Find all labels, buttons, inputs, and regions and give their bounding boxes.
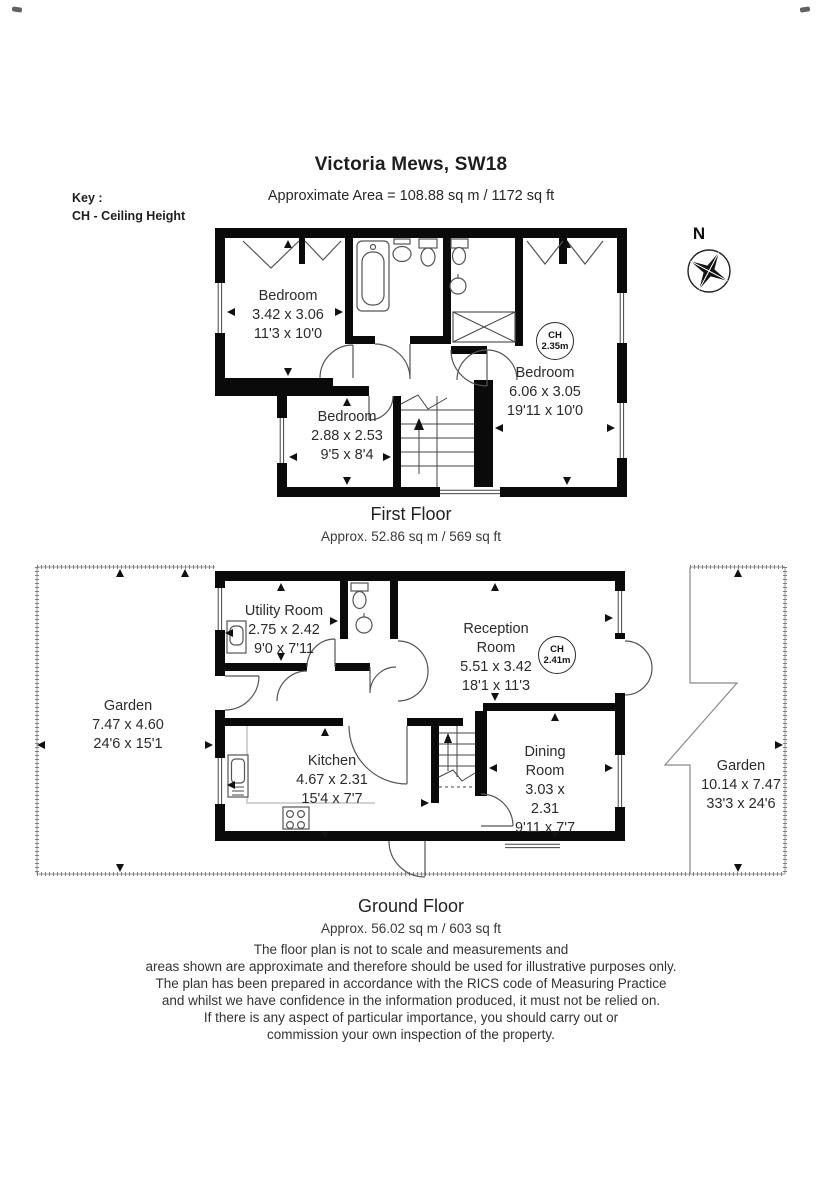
first-floor-caption: First Floor: [370, 504, 452, 524]
room-dim-metric: 6.06 x 3.05: [509, 384, 581, 400]
room-label-bedroom-1: [252, 287, 324, 344]
bathroom-sink-icon: [393, 239, 411, 262]
room-dim-metric: 3.42 x 3.06: [252, 307, 324, 323]
room-name: Bedroom: [317, 409, 377, 425]
room-dim-imperial: 11'3 x 10'0: [253, 326, 323, 342]
room-dim-metric: 3.03 x 2.31: [525, 782, 565, 817]
room-name: Garden: [716, 758, 766, 774]
disclaimer-line: The plan has been prepared in accordance with the RICS code of Measuring Practice: [155, 976, 667, 991]
wc-toilet-icon: [351, 583, 368, 609]
disclaimer-line: areas shown are approximate and therefore should be used for illustrative purposes only.: [145, 959, 677, 974]
room-dim-imperial: 9'0 x 7'11: [253, 641, 315, 657]
room-dim-imperial: 18'1 x 11'3: [461, 678, 531, 694]
kitchen-sink-icon: [228, 755, 248, 797]
approximate-area-line: Approximate Area = 108.88 sq m / 1172 sq ft: [267, 188, 555, 204]
room-name: Reception Room: [463, 621, 529, 656]
room-dim-metric: 5.51 x 3.42: [460, 659, 532, 675]
disclaimer-line: If there is any aspect of particular importance, you should carry out or: [203, 1010, 619, 1025]
ground-floor-caption: Ground Floor: [357, 896, 465, 916]
ceiling-height-badge-ground: [538, 636, 576, 674]
scan-mark: [800, 6, 811, 12]
room-name: Garden: [103, 698, 153, 714]
room-label-utility: [245, 602, 323, 659]
room-name: Utility Room: [244, 603, 324, 619]
room-dim-metric: 10.14 x 7.47: [701, 777, 781, 793]
room-name: Kitchen: [307, 753, 357, 769]
utility-sink-icon: [227, 621, 246, 653]
room-name: Bedroom: [515, 365, 575, 381]
room-label-dining: [510, 743, 580, 838]
room-dim-metric: 4.67 x 2.31: [296, 772, 368, 788]
compass-north-label: N: [692, 224, 706, 243]
key-legend: [72, 189, 185, 225]
bath-icon: [357, 241, 389, 311]
room-dim-imperial: 24'6 x 15'1: [93, 736, 163, 752]
ch-label: CH: [548, 330, 562, 341]
room-dim-imperial: 9'11 x 7'7: [514, 820, 576, 836]
room-label-reception: [450, 620, 542, 696]
disclaimer-line: and whilst we have confidence in the information produced, it must not be relied on.: [161, 993, 661, 1008]
room-name: Dining Room: [524, 744, 566, 779]
hob-icon: [283, 807, 309, 829]
ch-label: CH: [550, 644, 564, 655]
room-dim-metric: 2.75 x 2.42: [248, 622, 320, 638]
key-title: Key :: [72, 191, 103, 205]
room-dim-imperial: 19'11 x 10'0: [506, 403, 584, 419]
room-label-kitchen: [296, 752, 368, 809]
ch-value: 2.35m: [541, 341, 569, 352]
room-dim-metric: 7.47 x 4.60: [92, 717, 164, 733]
room-dim-metric: 2.88 x 2.53: [311, 428, 383, 444]
key-ceiling-height: CH - Ceiling Height: [72, 209, 186, 223]
room-dim-imperial: 15'4 x 7'7: [301, 791, 363, 807]
room-name: Bedroom: [258, 288, 318, 304]
ch-value: 2.41m: [543, 655, 571, 666]
shower-icon: [453, 312, 515, 342]
ceiling-height-badge-first: [536, 322, 574, 360]
page-title: Victoria Mews, SW18: [314, 154, 508, 175]
first-floor-plan: [215, 228, 627, 497]
first-floor-area: Approx. 52.86 sq m / 569 sq ft: [320, 529, 502, 544]
disclaimer-line: commission your own inspection of the property.: [267, 1027, 555, 1042]
outer-walls: [215, 228, 627, 497]
room-label-bedroom-2: [311, 408, 383, 465]
room-label-bedroom-3: [507, 364, 583, 421]
room-dim-imperial: 33'3 x 24'6: [706, 796, 776, 812]
disclaimer: [145, 941, 676, 1043]
room-dim-imperial: 9'5 x 8'4: [320, 447, 374, 463]
garden-break-zigzag: [665, 567, 737, 874]
room-label-garden-right: [701, 757, 781, 814]
disclaimer-line: The floor plan is not to scale and measurements and: [253, 942, 569, 957]
compass-rose-icon: [685, 247, 733, 295]
room-label-garden-left: [92, 697, 164, 754]
scan-mark: [12, 6, 23, 12]
ground-floor-area: Approx. 56.02 sq m / 603 sq ft: [320, 921, 502, 936]
bathroom-toilet-icon: [419, 239, 437, 266]
